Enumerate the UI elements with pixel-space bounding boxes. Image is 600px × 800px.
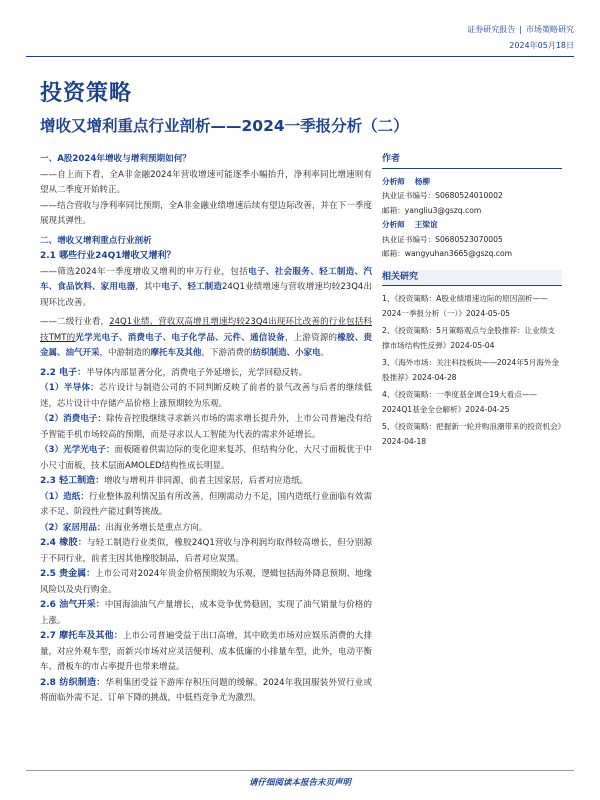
section-2-3: 2.3 轻工制造：增收与增利并非同源，前者主因家居，后者对应造纸。	[40, 476, 309, 486]
related-item[interactable]: 1、《投资策略：A股业绩增速边际的原因剖析——2024一季报分析（一）》2024-05-05	[382, 294, 548, 318]
section-2-2-3: （3）光学光电子：面板随着供需边际的变化迎来复苏，但结构分化，大尺寸面板优于中小尺寸面板，技术层面AMOLED结构性成长明显。	[40, 445, 372, 471]
section-2-title: 二、增收又增利重点行业剖析	[40, 235, 152, 246]
section-2-1-paragraph: ——二级行业看，24Q1业绩、营收双高增且增速均较23Q4出现环比改善的行业包括科技TMT的光学光电子、消费电子、电子化学品、元件、通信设备，上游资源的橡胶、贵金属、油气开采，中游制造的摩托车及其他，下游消费的纺织制造、小家电。	[40, 317, 372, 358]
report-type: 证券研究报告	[467, 25, 516, 34]
report-category: 市场策略研究	[526, 25, 574, 34]
section-2-8: 2.8 纺织制造：华利集团受益下游库存积压问题的缓解。2024年我国服装外贸行业或将面临外需不足、订单下降的挑战，中低档竞争尤为激烈。	[40, 677, 373, 703]
footer-divider	[26, 770, 574, 771]
analyst-2-email[interactable]: 邮箱：wangyuhan3665@gszq.com	[382, 249, 512, 258]
section-2-4: 2.4 橡胶：与轻工制造行业类似，橡胶24Q1营收与净利润均取得较高增长，但分别源于不同行业，前者主因其他橡胶制品，后者对应炭黑。	[40, 538, 373, 564]
analyst-1-email[interactable]: 邮箱：yangliu3@gszq.com	[382, 205, 482, 215]
section-2-5: 2.5 贵金属：上市公司对2024年贵金价格预期较为乐观，逻辑包括海外降息预期、地缘风险以及央行购金。	[40, 569, 373, 595]
section-2-7: 2.7 摩托车及其他：上市公司普遍受益于出口高增，其中欧美市场对应娱乐消费的大排量，对应外观车型，而新兴市场对应灵活便利、成本低廉的小排量车型，此外，电动平衡车、滑板车的市占率提升也带来增益。	[40, 631, 372, 672]
related-title: 相关研究	[382, 270, 562, 287]
analyst-1-cert: 执业证书编号：S0680524010002	[382, 191, 503, 200]
section-2-2-2: （2）消费电子：除传音控股继续寻求新兴市场的需求增长提升外，上市公司普遍没有给予智能手机市场较高的预期，而是寻求以人工智能为代表的需求外延增长。	[40, 414, 372, 440]
doc-type: 投资策略	[40, 81, 133, 106]
section-2-3-1: （1）造纸：行业整体盈利情况虽有所改善，但刚需动力不足，国内造纸行业面临有效需求不足、阶段性产能过剩等挑战。	[40, 491, 372, 517]
analyst-2: 分析师 王梁谊	[382, 220, 438, 229]
related-item[interactable]: 3、《海外市场：关注科技板块——2024年5月海外金股推荐》2024-04-28	[382, 358, 560, 382]
authors-title: 作者	[382, 152, 562, 169]
related-item[interactable]: 5、《投资策略：把握新一轮并购浪潮带来的投资机会》2024-04-18	[382, 422, 562, 446]
report-date: 2024年05月18日	[509, 41, 574, 50]
section-2-1-paragraph: ——筛选2024年一季度增收又增利的申万行业，包括电子、社会服务、轻工制造、汽车、食品饮料、家用电器，其中电子、轻工制造24Q1业绩增速与营收增速均较23Q4出现环比改善。	[40, 266, 372, 308]
sidebar	[382, 152, 562, 452]
related-item[interactable]: 2、《投资策略：5月策略观点与金股推荐：让业绩支撑市场结构性反弹》2024-05-04	[382, 326, 555, 350]
section-2-2-1: （1）半导体：芯片设计与制造公司的不同判断反映了前者的景气改善与后者的继续低迷，芯片设计中存储产品价格上涨预期较为乐观。	[40, 383, 372, 409]
section-2-3-2: （2）家居用品：出海业务增长是重点方向。	[40, 522, 208, 533]
analyst-2-cert: 执业证书编号：S0680523070005	[382, 234, 503, 244]
section-1-title: 一、A股2024年增收与增利预期如何？	[40, 154, 191, 164]
section-2-6: 2.6 油气开采：中国海油油气产量增长，成本竞争优势稳固，实现了油气销量与价格的上涨。	[40, 600, 372, 626]
analyst-1: 分析师 杨柳	[382, 176, 430, 186]
section-1-paragraph: ——结合营收与净利率同比预期，全A非金融业绩增速后续有望边际改善，并在下一季度展现其弹性。	[40, 200, 372, 226]
main-content	[40, 152, 372, 707]
related-item[interactable]: 4、《投资策略：一季度基金调仓19大看点——2024Q1基金全仓解析》2024-04-25	[382, 390, 537, 414]
doc-title: 增收又增利重点行业剖析——2024一季报分析（二）	[40, 117, 409, 135]
footer-disclaimer: 请仔细阅读本报告末页声明	[248, 778, 351, 788]
section-2-2: 2.2 电子：半导体内部显著分化，消费电子外延增长，光学回稳反转。	[40, 367, 308, 378]
section-1-paragraph: ——自上而下看，全A非金融2024年营收增速可能逐季小幅抬升，净利率同比增速则有望从二季度开始转正。	[40, 169, 372, 195]
header-divider	[26, 56, 574, 57]
header-meta: 证券研究报告 | 市场策略研究 2024年05月18日	[467, 22, 574, 54]
section-2-1-title: 2.1 哪些行业24Q1增收又增利？	[40, 251, 176, 261]
